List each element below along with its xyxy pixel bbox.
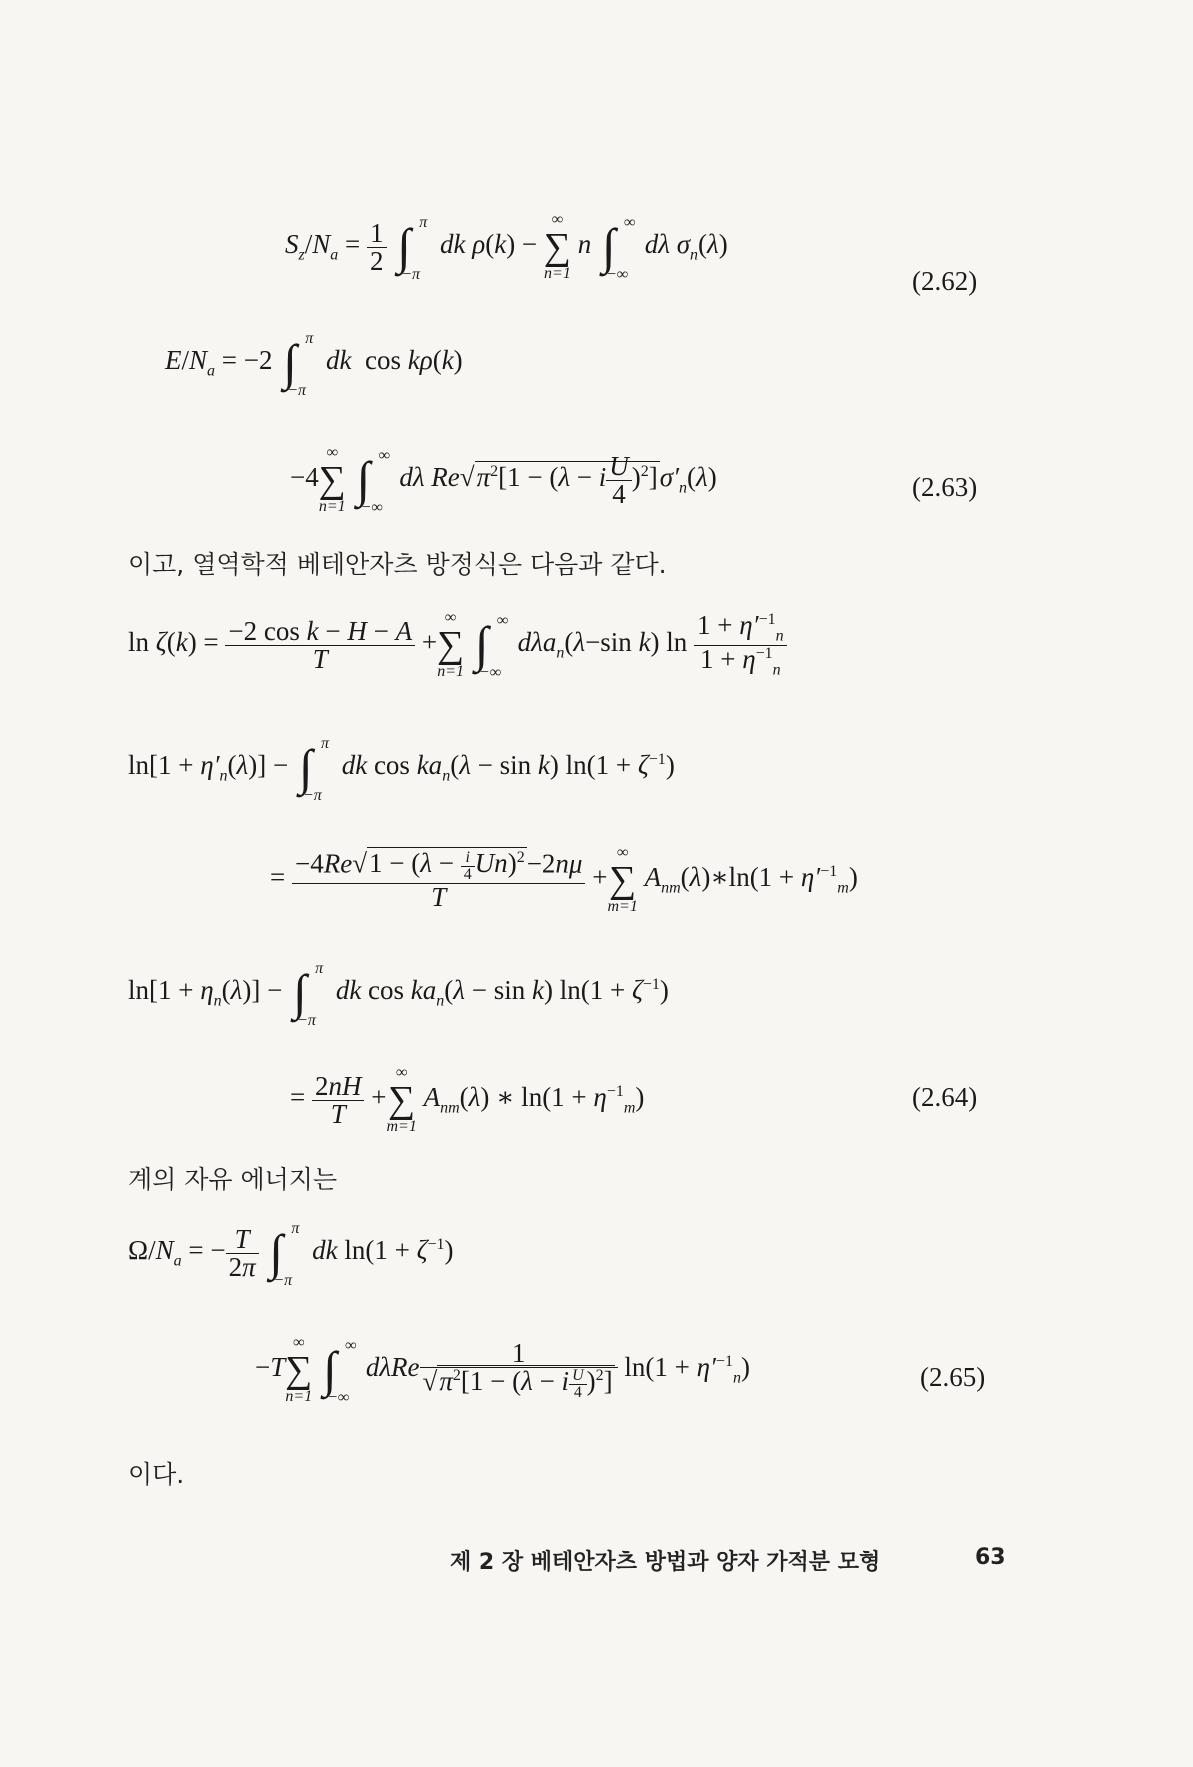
equation-number: (2.63) [912,472,978,502]
equation-eta-prime-line2: = −4Re√1 − (λ − $\frac{i}{4}$ Un)$^2$−2nμ T + ∞ ∑ m=1 $A_{nm}(\lambda)∗\ln(1 + \eta'^{-1}_m)$ [270,844,858,915]
running-footer-chapter: 제 2 장 베테안자츠 방법과 양자 가적분 모형 [450,1550,881,1575]
equation-2-63-line1: $E/N_a = -2$ ∫ π −π dk cos kρ(k) [165,330,463,399]
page-number: 63 [975,1545,1006,1570]
body-text-line: 계의 자유 에너지는 [128,1165,338,1194]
equation-number: (2.64) [912,1082,978,1112]
body-text-line: 이고, 열역학적 베테안자츠 방정식은 다음과 같다. [128,550,667,579]
equation-ln-zeta: ln ζ(k) = $\frac{\text{−2 cos k − H − A}}{T}$ + ∞ ∑ n=1 ∫ ∞ −∞ dλa$_n$(λ−sin k) ln $\frac{1 + \eta'^{-1}_n}{1 + \eta^{-1}_n}$ [128,610,787,680]
equation-2-62: $S_z/N_a$ = $\frac{1}{2}$ ∫ π −π dk ρ(k) − ∞ ∑ n=1 n ∫ ∞ −∞ dλ $\sigma_n(\lambda)$ [285,211,728,283]
equation-2-63-line2: −4 ∞ ∑ n=1 ∫ ∞ −∞ dλ $Re√\pi^2[1 - (\lambda - i$ $\frac{U}{4}$ )$^2]\sigma'_n(\lambda)$ [290,444,717,516]
equation-eta-line1: $\ln[1 + \eta_n(\lambda)]$ − ∫ π −π dk $\cos ka_n(\lambda - \sin k) \ln(1 + \zeta^{-1})$ [128,960,669,1029]
equation-number: (2.65) [920,1362,986,1392]
equation-eta-prime-line1: $\ln[1 + \eta'_n(\lambda)]$ − ∫ π −π dk $\cos ka_n(\lambda - \sin k) \ln(1 + \zeta^{-1})$ [128,735,675,804]
body-text-line: 이다. [128,1460,185,1489]
equation-omega-line2: −T ∞ ∑ n=1 ∫ ∞ −∞ dλRe 1 $√\pi^2[1 - (\lambda - i$ $\frac{U}{4}$ )$^2$] $\ln(1 + \eta'^{-1}_n)$ [255,1334,750,1406]
equation-eta-line2: = $\frac{2nH}{T}$ + ∞ ∑ m=1 $A_{nm}(\lambda)$ ∗ $\ln(1 + \eta^{-1}_m)$ [290,1064,645,1135]
equation-number: (2.62) [912,266,978,296]
equation-omega-line1: $\Omega/N_a$ = − $\frac{T}{2\pi}$ ∫ π −π dk $\ln(1 + \zeta^{-1})$ [128,1220,454,1289]
